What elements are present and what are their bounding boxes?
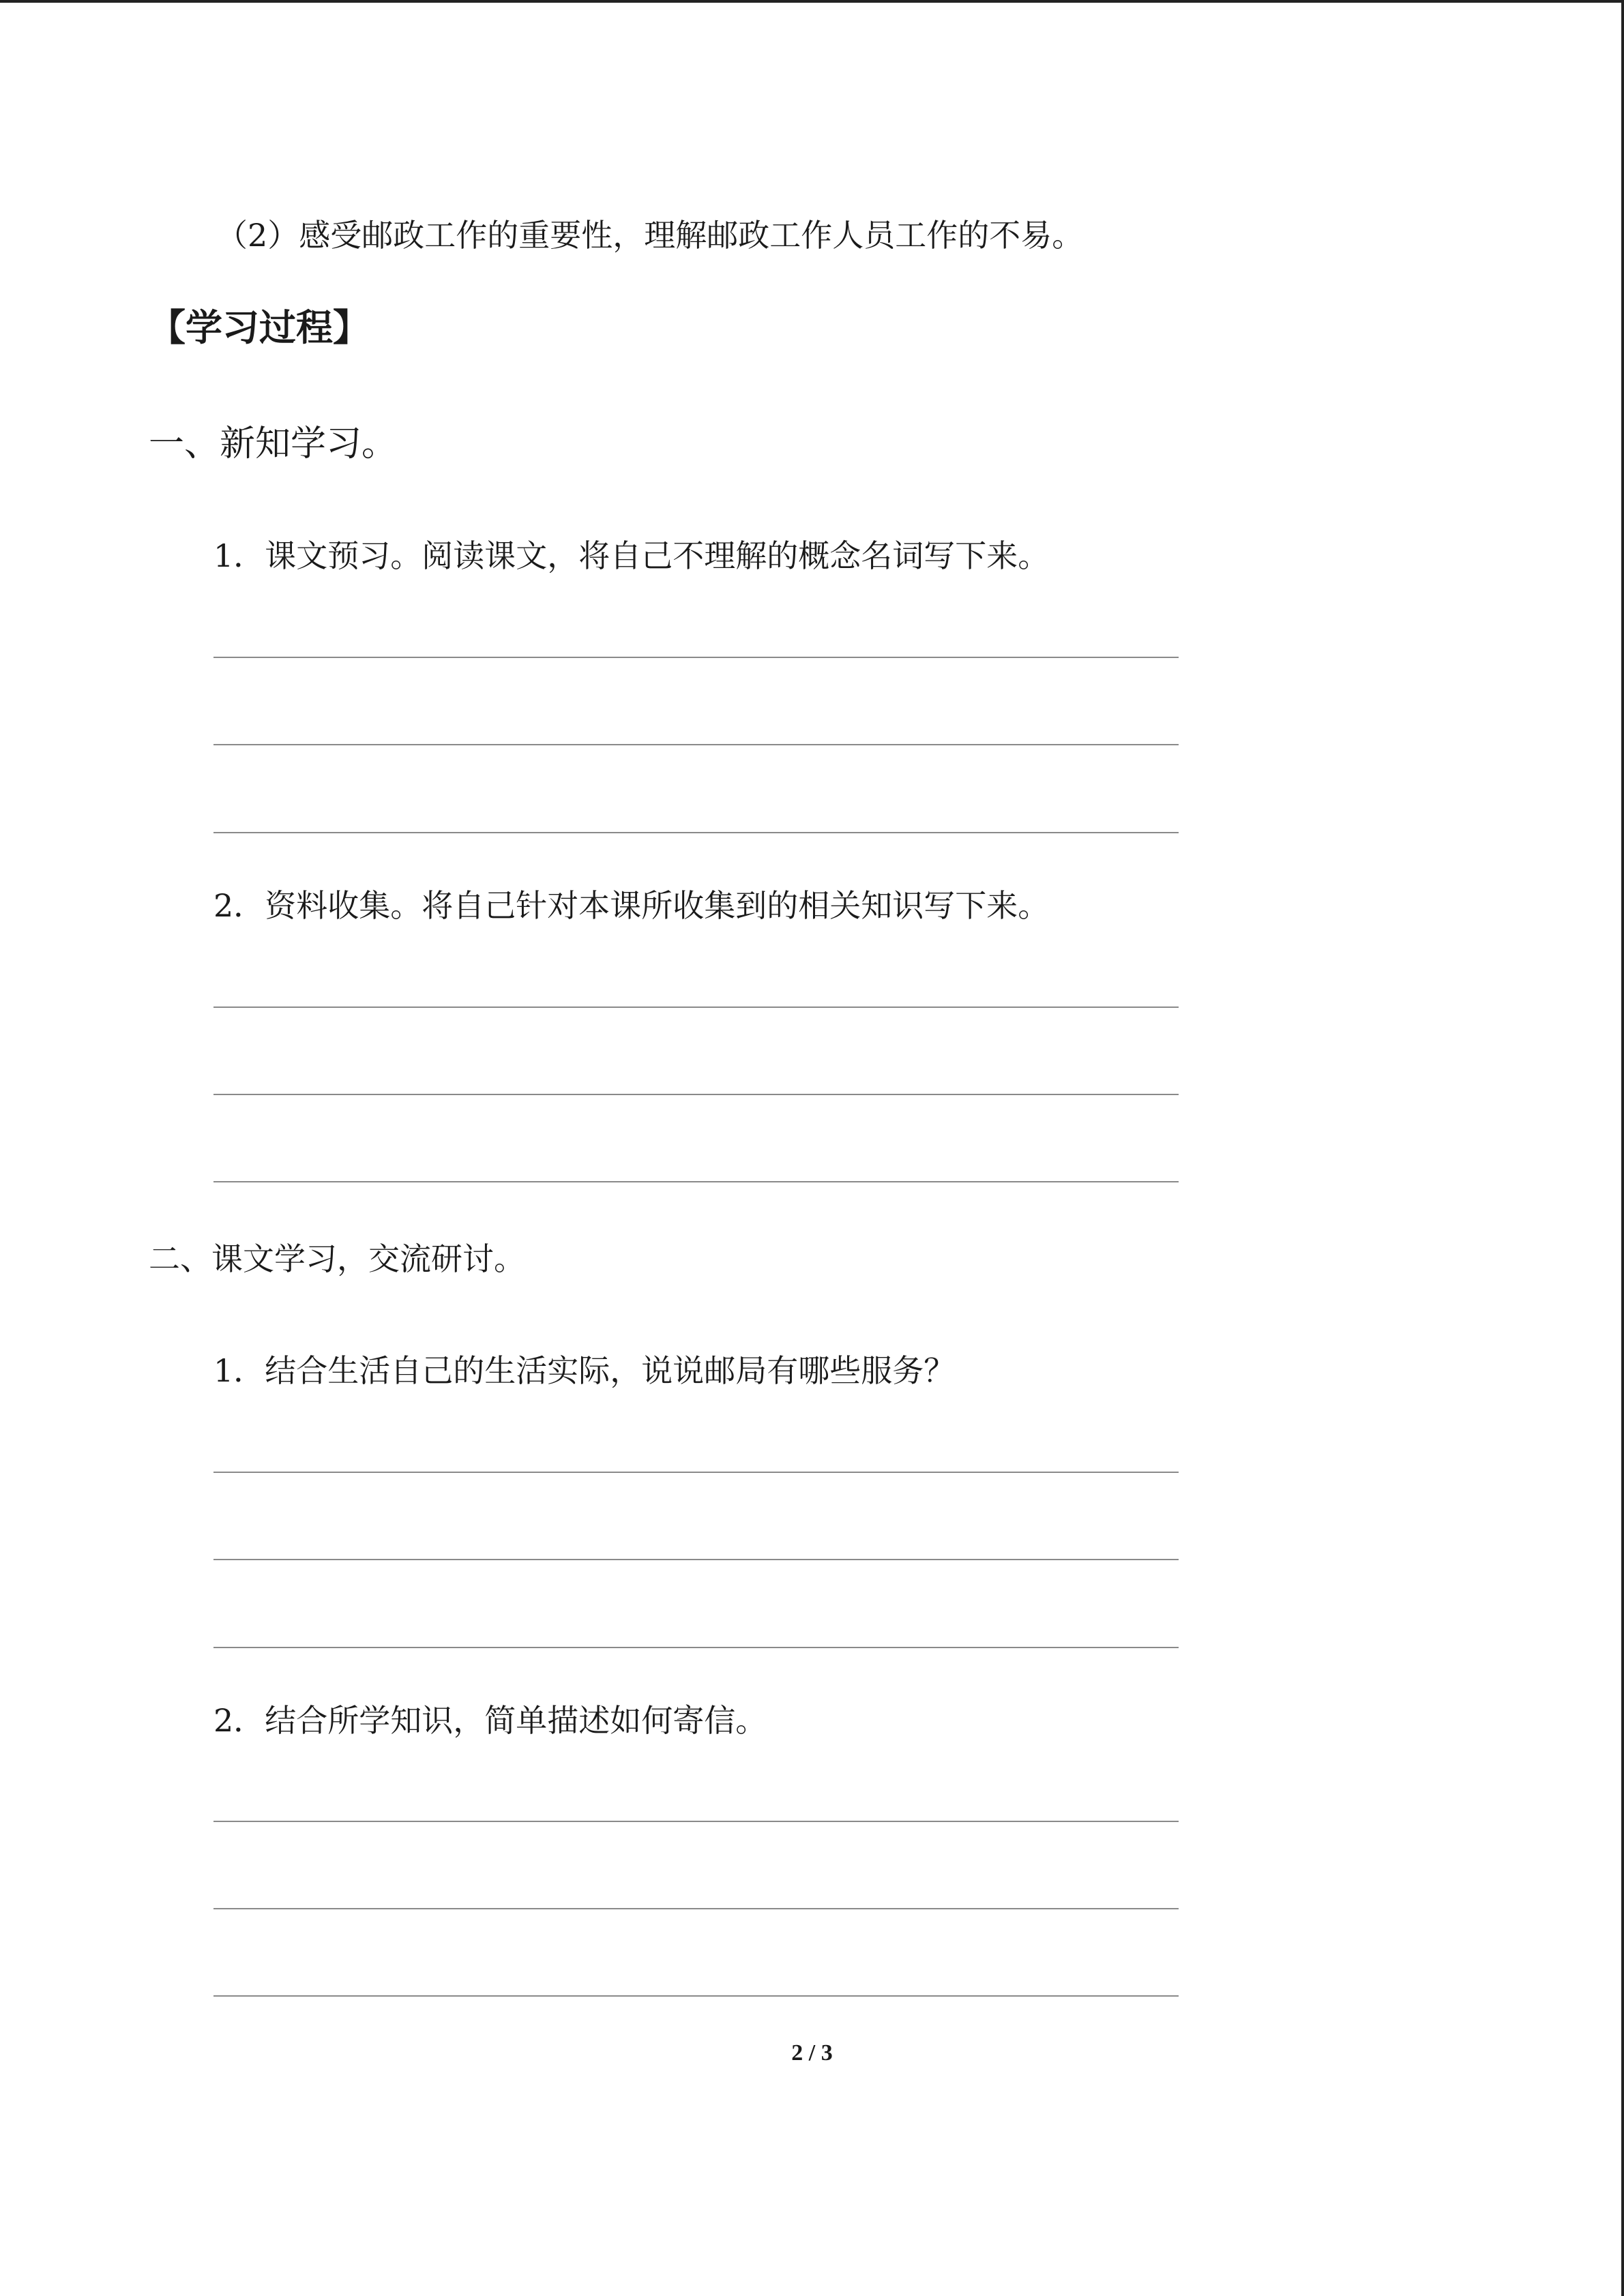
answer-line[interactable] [213, 744, 1179, 745]
answer-line[interactable] [213, 832, 1179, 833]
process-heading: 【学习过程】 [149, 306, 370, 349]
answer-line[interactable] [213, 657, 1179, 658]
section-one-question-2: 2．资料收集。将自己针对本课所收集到的相关知识写下来。 [213, 887, 1050, 924]
page-number: 2 / 3 [791, 2040, 833, 2066]
answer-line[interactable] [213, 1094, 1179, 1095]
section-two-question-2: 2．结合所学知识，简单描述如何寄信。 [213, 1702, 767, 1739]
page-top-border [0, 0, 1624, 3]
section-one-question-1: 1．课文预习。阅读课文，将自己不理解的概念名词写下来。 [213, 537, 1050, 574]
answer-line[interactable] [213, 1647, 1179, 1648]
section-two-title: 二、课文学习，交流研讨。 [149, 1240, 525, 1277]
page-right-border [1621, 0, 1624, 2296]
answer-line[interactable] [213, 1007, 1179, 1008]
answer-line[interactable] [213, 1181, 1179, 1182]
section-one-title: 一、新知学习。 [149, 423, 398, 464]
section-two-question-1: 1．结合生活自己的生活实际，说说邮局有哪些服务？ [213, 1352, 956, 1389]
answer-line[interactable] [213, 1472, 1179, 1473]
answer-line[interactable] [213, 1995, 1179, 1997]
objective-item: （2）感受邮政工作的重要性，理解邮政工作人员工作的不易。 [216, 217, 1084, 254]
answer-line[interactable] [213, 1908, 1179, 1909]
answer-line[interactable] [213, 1821, 1179, 1822]
answer-line[interactable] [213, 1559, 1179, 1560]
